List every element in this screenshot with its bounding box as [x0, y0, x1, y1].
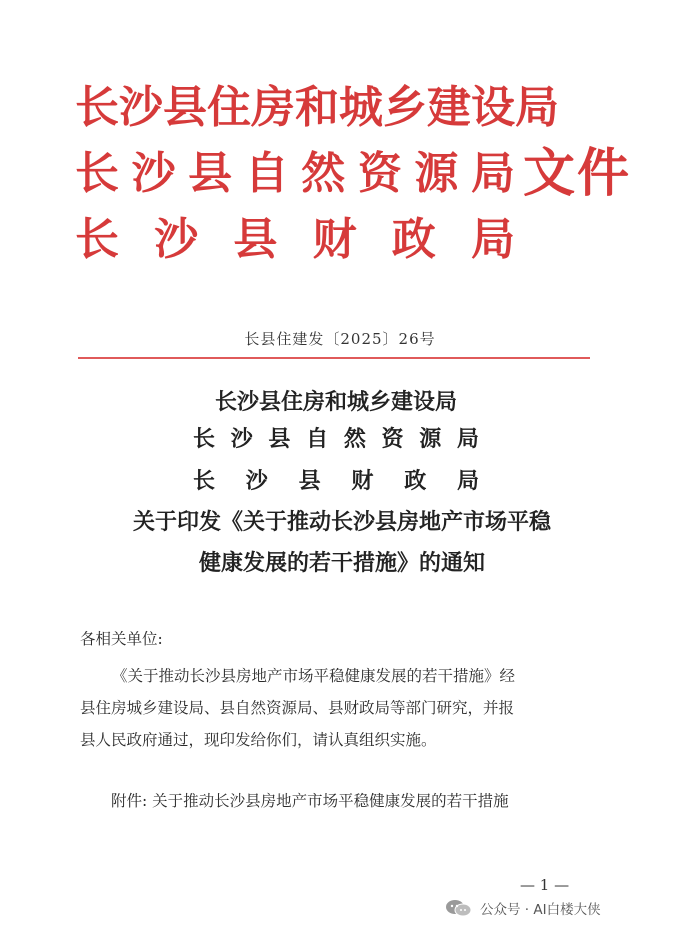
brand-text: 公众号 · AI白楼大侠: [480, 902, 601, 918]
wechat-icon: [444, 898, 474, 918]
red-divider-line: [78, 357, 590, 359]
attachment-line: 附件: 关于推动长沙县房地产市场平稳健康发展的若干措施: [111, 792, 509, 810]
wechat-brand: [444, 896, 601, 920]
masthead-wenjian: 文件: [523, 143, 632, 204]
title-subject-line-1: 关于印发《关于推动长沙县房地产市场平稳: [132, 509, 551, 535]
body-line-2: 县住房城乡建设局、县自然资源局、县财政局等部门研究，并报: [80, 699, 515, 717]
title-issuer-2: 长 沙 县 自 然 资 源 局: [193, 426, 479, 452]
title-subject-line-2: 健康发展的若干措施》的通知: [198, 550, 485, 576]
document-number: 长县住建发〔2025〕26号: [244, 330, 436, 348]
body-paragraph: [80, 660, 600, 756]
masthead-line-2: 长 沙 县 自 然 资 源 局: [75, 148, 515, 199]
masthead-line-1: 长 沙 县 住 房 和 城 乡 建 设 局: [75, 82, 559, 133]
body-line-3: 县人民政府通过，现印发给你们，请认真组织实施。: [80, 731, 437, 749]
title-issuer-3: 长 沙 县 财 政 局: [193, 468, 479, 494]
body-line-1: 《关于推动长沙县房地产市场平稳健康发展的若干措施》经: [112, 667, 516, 685]
page-number: — 1 —: [520, 876, 570, 894]
masthead-line-3: 长 沙 县 财 政 局: [75, 214, 515, 265]
salutation: 各相关单位:: [80, 630, 163, 648]
title-issuer-1: 长沙县住房和城乡建设局: [214, 389, 457, 415]
red-masthead: [75, 82, 635, 282]
